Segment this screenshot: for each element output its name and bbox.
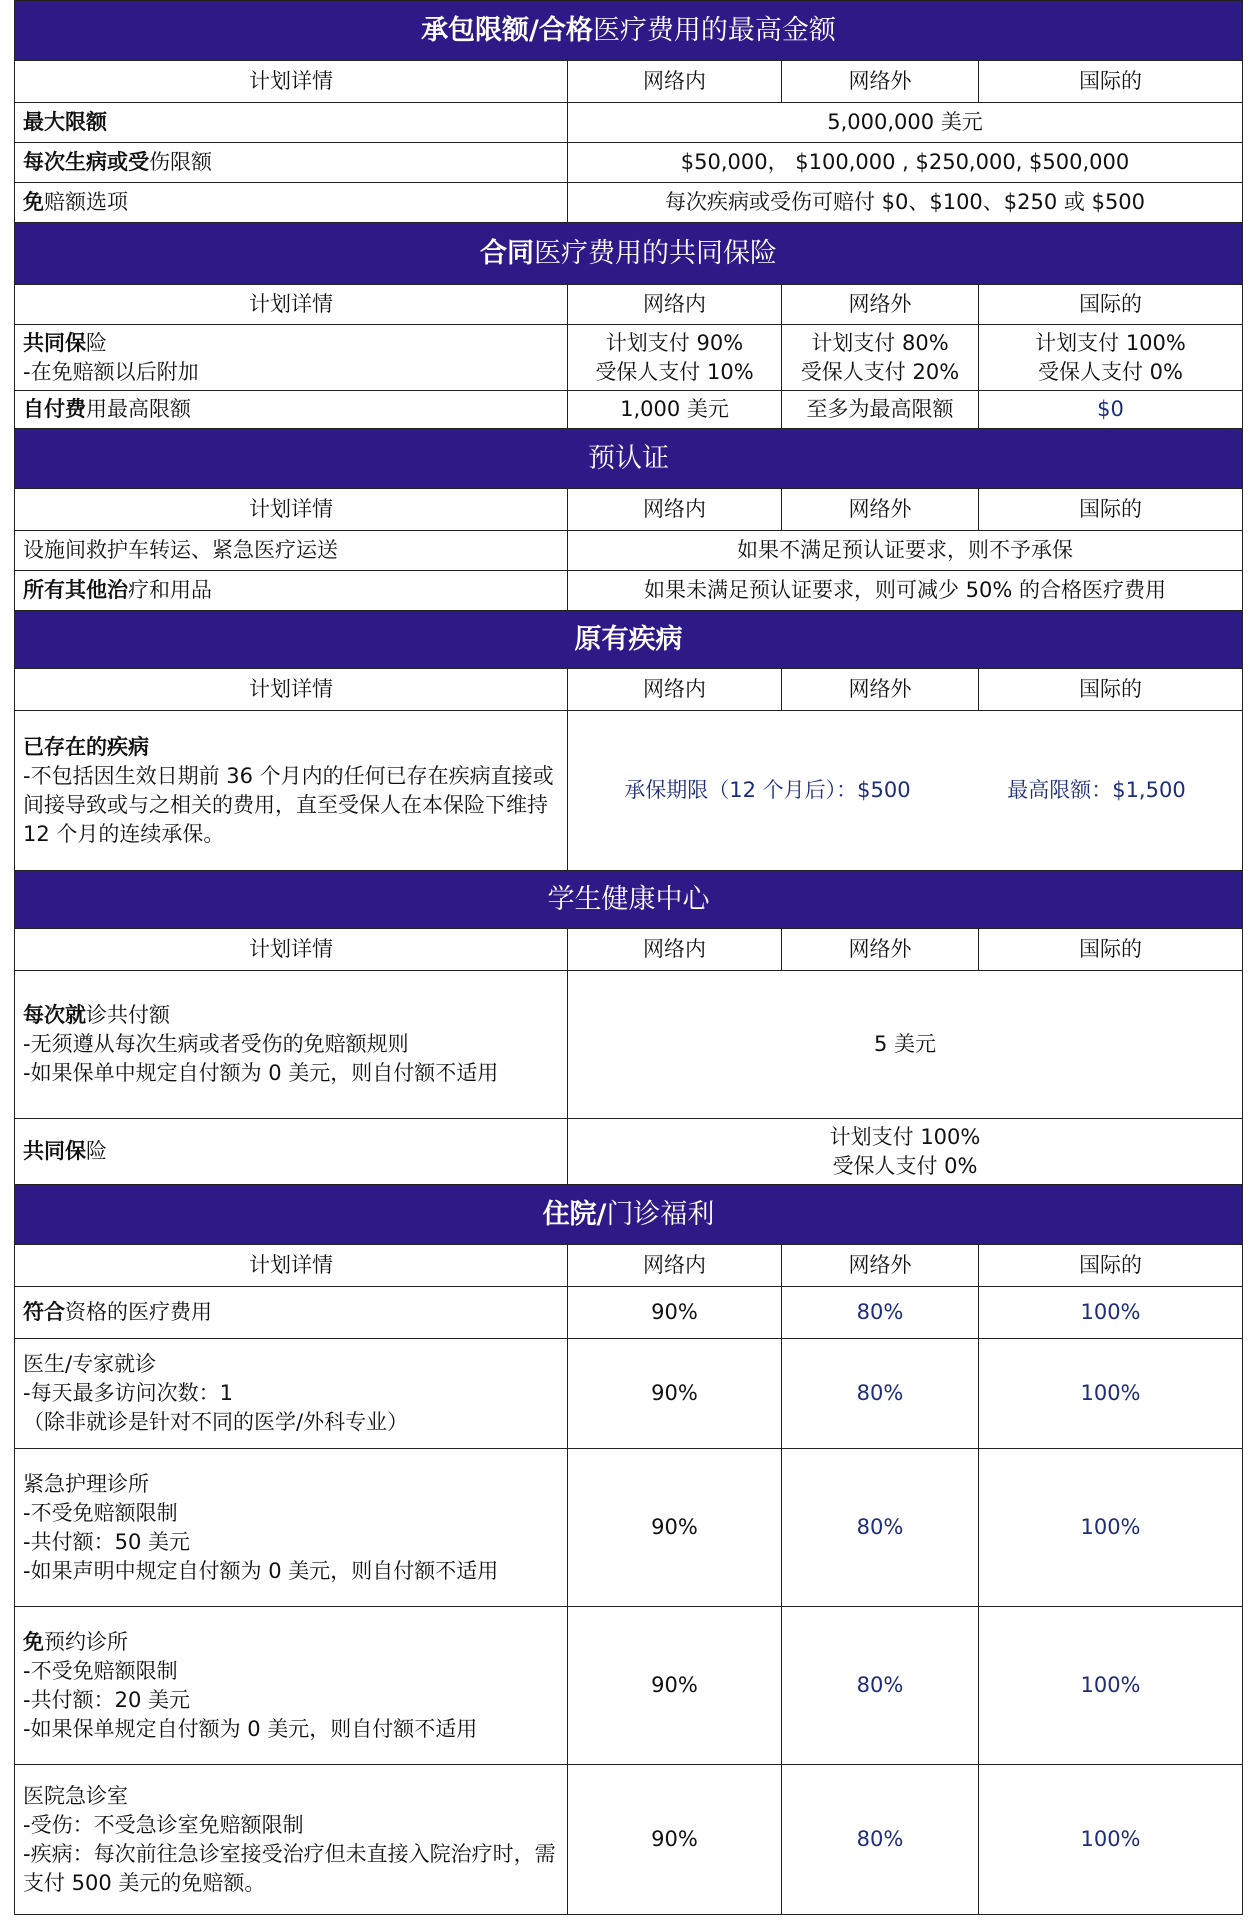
row-sub-note: -在免赔额以后附加 xyxy=(23,359,199,384)
row-eligible-expenses xyxy=(15,1287,1243,1339)
col-out-network: 网络外 xyxy=(782,1245,979,1287)
col-international: 国际的 xyxy=(979,489,1243,531)
col-international: 国际的 xyxy=(979,285,1243,325)
section-banner-health-center xyxy=(15,871,1243,929)
row-label: 赔额选项 xyxy=(44,190,128,214)
row-note: -受伤：不受急诊室免赔额限制 xyxy=(23,1812,304,1837)
cell-in: 90% xyxy=(568,1607,782,1765)
cell-in: 90% xyxy=(568,1339,782,1449)
section-banner-precert xyxy=(15,429,1243,489)
cell-intl: 100% xyxy=(979,1607,1243,1765)
row-label-bold: 已存在的疾病 xyxy=(23,734,149,759)
banner-title: 医疗费用的最高金额 xyxy=(592,15,836,46)
row-label: 险 xyxy=(86,330,107,355)
row-label: 险 xyxy=(86,1139,107,1163)
cell-out-insured: 受保人支付 20% xyxy=(800,359,960,384)
cell-insured: 受保人支付 0% xyxy=(832,1153,978,1178)
row-value: 如果未满足预认证要求，则可减少 50% 的合格医疗费用 xyxy=(568,571,1243,611)
row-label: 资格的医疗费用 xyxy=(65,1300,212,1324)
col-international: 国际的 xyxy=(979,61,1243,103)
cell-intl: 100% xyxy=(979,1287,1243,1339)
row-health-center-coinsurance xyxy=(15,1119,1243,1185)
row-label: 医院急诊室 xyxy=(23,1783,128,1808)
cell-in-insured: 受保人支付 10% xyxy=(595,359,754,384)
row-label: 预约诊所 xyxy=(44,1629,128,1654)
row-note: -共付额：20 美元 xyxy=(23,1687,190,1712)
banner-title: 预认证 xyxy=(15,429,1243,489)
row-note: -每天最多访问次数：1 xyxy=(23,1381,233,1405)
row-value: $50,000， $100,000 , $250,000, $500,000 xyxy=(568,143,1243,183)
row-preexisting xyxy=(15,711,1243,871)
cell-intl: 100% xyxy=(979,1339,1243,1449)
cell-intl-insured: 受保人支付 0% xyxy=(1038,359,1183,384)
row-label-bold: 每次就 xyxy=(23,1003,86,1027)
banner-title: 原有疾病 xyxy=(15,611,1243,669)
cell-in: 90% xyxy=(568,1449,782,1607)
col-in-network: 网络内 xyxy=(568,61,782,103)
row-walk-in-clinic xyxy=(15,1607,1243,1765)
row-label-bold: 共同保 xyxy=(23,1139,86,1163)
row-note: -如果保单规定自付额为 0 美元，则自付额不适用 xyxy=(23,1716,478,1741)
section-banner-inpatient xyxy=(15,1185,1243,1245)
column-header-row xyxy=(15,489,1243,531)
col-plan-details: 计划详情 xyxy=(15,489,568,531)
row-maximum-limit xyxy=(15,103,1243,143)
cell-intl: $0 xyxy=(979,391,1243,429)
row-note: -不受免赔额限制 xyxy=(23,1658,178,1683)
row-out-of-pocket-max xyxy=(15,391,1243,429)
row-note: -共付额：50 美元 xyxy=(23,1529,190,1554)
col-international: 国际的 xyxy=(979,929,1243,971)
column-header-row xyxy=(15,61,1243,103)
cell-in: 1,000 美元 xyxy=(568,391,782,429)
row-label: 设施间救护车转运、紧急医疗运送 xyxy=(23,538,338,562)
col-plan-details: 计划详情 xyxy=(15,61,568,103)
col-international: 国际的 xyxy=(979,1245,1243,1287)
banner-title: 学生健康中心 xyxy=(15,871,1243,929)
section-banner-preexisting xyxy=(15,611,1243,669)
col-plan-details: 计划详情 xyxy=(15,1245,568,1287)
banner-title-bold: 住院/ xyxy=(542,1199,607,1230)
col-in-network: 网络内 xyxy=(568,489,782,531)
maximum-limit: 最高限额：$1,500 xyxy=(1007,778,1186,802)
row-other-treatment xyxy=(15,571,1243,611)
section-banner-coinsurance xyxy=(15,223,1243,285)
cell-out: 至多为最高限额 xyxy=(782,391,979,429)
column-header-row xyxy=(15,669,1243,711)
row-label: 医生/专家就诊 xyxy=(23,1352,157,1376)
row-label-bold: 免 xyxy=(23,190,44,214)
row-label-bold: 最大限额 xyxy=(23,110,107,134)
row-emergency-room xyxy=(15,1765,1243,1915)
col-in-network: 网络内 xyxy=(568,285,782,325)
column-header-row xyxy=(15,285,1243,325)
banner-title-bold: 承包限额/合格 xyxy=(421,15,593,46)
row-note: -疾病：每次前往急诊室接受治疗但未直接入院治疗时，需支付 500 美元的免赔额。 xyxy=(23,1841,556,1895)
row-label: 伤限额 xyxy=(149,150,212,174)
row-label-bold: 免 xyxy=(23,1629,44,1654)
row-label-bold: 所有其他治 xyxy=(23,578,128,602)
column-header-row xyxy=(15,929,1243,971)
benefits-sheet xyxy=(14,0,1242,1915)
row-description: -不包括因生效日期前 36 个月内的任何已存在疾病直接或间接导致或与之相关的费用，直至受保人在本保险下维持 12 个月的连续承保。 xyxy=(23,763,554,846)
row-value: 每次疾病或受伤可赔付 $0、$100、$250 或 $500 xyxy=(568,183,1243,223)
cell-out: 80% xyxy=(782,1765,979,1915)
col-plan-details: 计划详情 xyxy=(15,669,568,711)
row-urgent-care xyxy=(15,1449,1243,1607)
col-plan-details: 计划详情 xyxy=(15,929,568,971)
col-out-network: 网络外 xyxy=(782,489,979,531)
col-international: 国际的 xyxy=(979,669,1243,711)
row-label-bold: 符合 xyxy=(23,1300,65,1324)
cell-in: 90% xyxy=(568,1765,782,1915)
cell-out: 80% xyxy=(782,1339,979,1449)
cell-out-plan: 计划支付 80% xyxy=(811,330,949,355)
cell-intl: 100% xyxy=(979,1765,1243,1915)
row-value: 如果不满足预认证要求，则不予承保 xyxy=(568,531,1243,571)
row-value: 5 美元 xyxy=(568,971,1243,1119)
row-value: 5,000,000 美元 xyxy=(568,103,1243,143)
cell-out: 80% xyxy=(782,1607,979,1765)
cell-in-plan: 计划支付 90% xyxy=(605,330,744,355)
col-in-network: 网络内 xyxy=(568,1245,782,1287)
row-visit-copay xyxy=(15,971,1243,1119)
row-label: 用最高限额 xyxy=(86,397,191,421)
col-plan-details: 计划详情 xyxy=(15,285,568,325)
cell-plan: 计划支付 100% xyxy=(829,1124,981,1149)
col-out-network: 网络外 xyxy=(782,929,979,971)
cell-out: 80% xyxy=(782,1449,979,1607)
row-per-illness-limit xyxy=(15,143,1243,183)
row-label-bold: 自付费 xyxy=(23,397,86,421)
coverage-period-limit: 承保期限（12 个月后）：$500 xyxy=(624,778,911,802)
cell-out: 80% xyxy=(782,1287,979,1339)
cell-intl: 100% xyxy=(979,1449,1243,1607)
benefits-table xyxy=(14,0,1243,1915)
row-label: 诊共付额 xyxy=(86,1003,170,1027)
col-out-network: 网络外 xyxy=(782,669,979,711)
row-label-bold: 每次生病或受 xyxy=(23,150,149,174)
row-label: 疗和用品 xyxy=(128,578,212,602)
banner-title-bold: 合同 xyxy=(480,238,534,269)
col-in-network: 网络内 xyxy=(568,929,782,971)
col-out-network: 网络外 xyxy=(782,285,979,325)
column-header-row xyxy=(15,1245,1243,1287)
row-label: 紧急护理诊所 xyxy=(23,1471,149,1496)
banner-title: 门诊福利 xyxy=(606,1199,715,1230)
row-deductible-options xyxy=(15,183,1243,223)
section-banner-limits xyxy=(15,1,1243,61)
banner-title: 医疗费用的共同保险 xyxy=(534,238,777,269)
row-note: -如果保单中规定自付额为 0 美元，则自付额不适用 xyxy=(23,1061,499,1085)
row-note: -无须遵从每次生病或者受伤的免赔额规则 xyxy=(23,1032,409,1056)
col-in-network: 网络内 xyxy=(568,669,782,711)
row-note: -如果声明中规定自付额为 0 美元，则自付额不适用 xyxy=(23,1558,499,1583)
row-coinsurance xyxy=(15,325,1243,391)
cell-in: 90% xyxy=(568,1287,782,1339)
row-physician-visit xyxy=(15,1339,1243,1449)
row-note: （除非就诊是针对不同的医学/外科专业） xyxy=(23,1410,409,1434)
row-ambulance xyxy=(15,531,1243,571)
row-label-bold: 共同保 xyxy=(23,330,86,355)
col-out-network: 网络外 xyxy=(782,61,979,103)
cell-intl-plan: 计划支付 100% xyxy=(1035,330,1186,355)
row-note: -不受免赔额限制 xyxy=(23,1500,178,1525)
